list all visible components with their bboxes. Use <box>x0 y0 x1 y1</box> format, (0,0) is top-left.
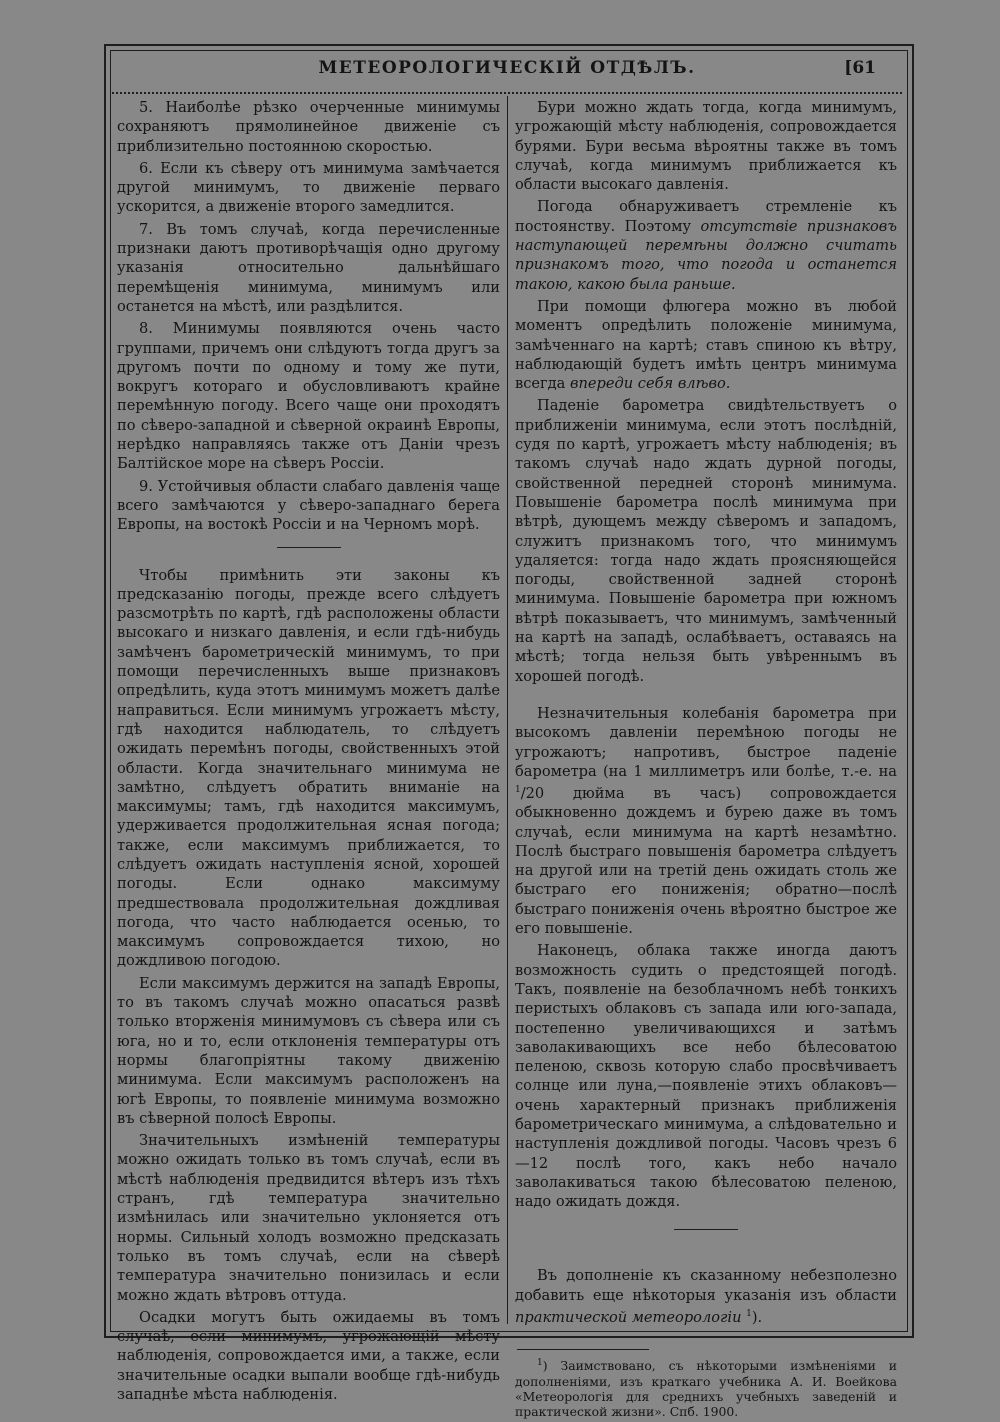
paragraph: Если максимумъ держится на западѣ Европы, то въ такомъ случаѣ можно опасаться развѣ только вторженія минимумовъ съ сѣвера или съ юга, но и то, если отклоненія температуры отъ нормы благопріятны такому движенію минимума. Если максимумъ расположенъ на югѣ Европы, то появленіе минимума возможно въ сѣверной полосѣ Европы. <box>117 974 500 1127</box>
text: дюйма въ часъ) сопровождается обыкновенно дождемъ и бурею даже въ томъ случаѣ, если минимума на картѣ незамѣтно. Послѣ быстраго повышенія барометра слѣдуетъ на другой или на третій день ожидать столь же быстраго его пониженія; обратно—послѣ быстраго пониженія очень вѣроятно быстрое же его повышеніе. <box>515 784 897 938</box>
footnote-ref: 1 <box>746 1309 752 1320</box>
paragraph <box>515 1266 897 1327</box>
text: Погода обнаруживаетъ стремленіе къ постоянству. Поэтому <box>515 198 897 235</box>
paragraph: Бури можно ждать тогда, когда минимумъ, угрожающій мѣсту наблюденія, сопровождается бурями. Бури весьма вѣроятны также въ томъ случаѣ, когда минимумъ приближается къ области высокаго давленія. <box>515 99 897 194</box>
footnote-mark: 1 <box>537 1358 543 1369</box>
text: При помощи флюгера можно въ любой моментъ опредѣлить положеніе минимума, замѣченнаго на картѣ; ставъ спиною къ вѣтру, наблюдающій будетъ имѣть центръ минимума всегда <box>515 297 897 393</box>
paragraph: 7. Въ томъ случаѣ, когда перечисленные признаки даютъ противорѣчащія одно другому указанія относительно дальнѣйшаго перемѣщенія минимума, минимумъ или останется на мѣстѣ, или раздѣлится. <box>117 220 500 315</box>
section-title: МЕТЕОРОЛОГИЧЕСКІЙ ОТДѢЛЪ. <box>318 58 696 78</box>
right-column <box>515 98 897 1422</box>
text: Въ дополненіе къ сказанному небезполезно добавить еще нѣкоторыя указанія изъ области <box>515 1267 897 1304</box>
footnote-rule <box>517 1349 649 1350</box>
paragraph: Паденіе барометра свидѣтельствуетъ о приближеніи минимума, если этотъ послѣдній, судя по картѣ, угрожаетъ мѣсту наблюденія; въ такомъ случаѣ надо ждать дурной погоды, свойственной передней сторонѣ минимума. Повышеніе барометра послѣ минимума при вѣтрѣ, дующемъ между сѣверомъ и западомъ, служитъ признакомъ того, что минимумъ удаляется: тогда надо ждать проясняющейся погоды, свойственной задней сторонѣ минимума. Повышеніе барометра при южномъ вѣтрѣ показываетъ, что минимумъ, замѣченный на картѣ на западѣ, ослабѣваетъ, оставаясь на мѣстѣ; тогда нельзя быть увѣреннымъ въ хорошей погодѣ. <box>515 397 897 685</box>
italic-text: впереди себя влѣво. <box>570 375 731 393</box>
column-divider <box>507 96 508 1324</box>
paragraph: 9. Устойчивыя области слабаго давленія чаще всего замѣчаются у сѣверо-западнаго берега Европы, на востокѣ Россіи и на Черномъ морѣ. <box>117 477 500 534</box>
paragraph: 5. Наиболѣе рѣзко очерченные минимумы сохраняютъ прямолинейное движеніе съ приблизительно постоянною скоростью. <box>117 99 500 155</box>
paragraph: 6. Если къ сѣверу отъ минимума замѣчается другой минимумъ, то движеніе перваго ускорится, а движеніе второго замедлится. <box>117 159 500 216</box>
fraction-numerator: 1 <box>515 785 521 796</box>
paragraph: Наконецъ, облака также иногда даютъ возможность судить о предстоящей погодѣ. Такъ, появленіе на безоблачномъ небѣ тонкихъ перистыхъ облаковъ съ запада или юго-запада, постепенно увеличивающихся и затѣмъ заволакивающихъ все небо бѣлесоватою пеленою, сквозь которую слабо просвѣчиваетъ солнце или луна,—появленіе этихъ облаковъ—очень характерный признакъ приближенія барометрическаго минимума, а слѣдовательно и наступленія дождливой погоды. Часовъ чрезъ 6—12 послѣ того, какъ небо начало заволакиваться такою бѣлесоватою пеленою, надо ожидать дождя. <box>515 942 897 1211</box>
paragraph: Значительныхъ измѣненій температуры можно ожидать только въ томъ случаѣ, если въ мѣстѣ наблюденія предвидится вѣтеръ изъ тѣхъ странъ, гдѣ температура значительно измѣнилась или значительно уклоняется отъ нормы. Сильный холодъ возможно предсказать только въ томъ случаѣ, если на сѣверѣ температура значительно понизилась и если можно ждать вѣтровъ оттуда. <box>117 1132 500 1304</box>
paragraph <box>515 704 897 938</box>
footnote <box>515 1356 897 1419</box>
page-number: [61 <box>844 58 876 78</box>
fraction-denominator: /20 <box>520 784 545 802</box>
section-separator <box>277 547 341 548</box>
text: ). <box>751 1308 763 1326</box>
footnote-text: ) Заимствовано, съ нѣкоторыми измѣненіями и дополненіями, изъ краткаго учебника А. И. Воейкова «Метеорологія для среднихъ учебныхъ заведеній и практической жизни». Спб. 1900. <box>515 1358 897 1419</box>
left-column <box>117 98 500 1407</box>
header-divider <box>112 92 902 94</box>
paragraph <box>515 297 897 393</box>
section-separator <box>674 1229 738 1230</box>
paragraph: 8. Минимумы появляются очень часто группами, причемъ они слѣдуютъ тогда другъ за другомъ почти по одному и тому же пути, вокругъ котораго и обусловливаютъ крайне перемѣнную погоду. Всего чаще они проходятъ по сѣверо-западной и сѣверной окраинѣ Европы, нерѣдко направляясь также отъ Даніи чрезъ Балтійское море на сѣверъ Россіи. <box>117 320 500 473</box>
italic-text: отсутствіе признаковъ наступающей перемѣны должно считать признакомъ того, что погода и останется такою, какою была раньше. <box>515 217 897 293</box>
italic-text: практической метеорологіи <box>515 1308 742 1326</box>
text: Незначительныя колебанія барометра при высокомъ давленіи перемѣною погоды не угрожаютъ; напротивъ, быстрое паденіе барометра (на 1 миллиметръ или болѣе, т.-е. на <box>515 704 897 780</box>
paragraph: Чтобы примѣнить эти законы къ предсказанію погоды, прежде всего слѣдуетъ разсмотрѣть по картѣ, гдѣ расположены области высокаго и низкаго давленія, и если гдѣ-нибудь замѣченъ барометрическій минимумъ, то при помощи перечисленныхъ выше признаковъ опредѣлить, куда этотъ минимумъ можетъ далѣе направиться. Если минимумъ угрожаетъ мѣсту, гдѣ находится наблюдатель, то слѣдуетъ ожидать перемѣнъ погоды, свойственныхъ этой области. Когда значительнаго минимума не замѣтно, слѣдуетъ обратить вниманіе на максимумы; тамъ, гдѣ находится максимумъ, удерживается продолжительная ясная погода; также, если максимумъ приближается, то слѣдуетъ ожидать наступленія ясной, хорошей погоды. Если однако максимуму предшествовала продолжительная дождливая погода, что часто наблюдается осенью, то максимумъ сопровождается тихою, но дождливою погодою. <box>117 566 500 970</box>
paragraph: Осадки могутъ быть ожидаемы въ томъ случаѣ, если минимумъ, угрожающій мѣсту наблюденія, сопровождается ими, а также, если значительные осадки выпали вообще гдѣ-нибудь западнѣе мѣста наблюденія. <box>117 1308 500 1403</box>
paragraph <box>515 197 897 293</box>
page-header <box>112 56 902 86</box>
